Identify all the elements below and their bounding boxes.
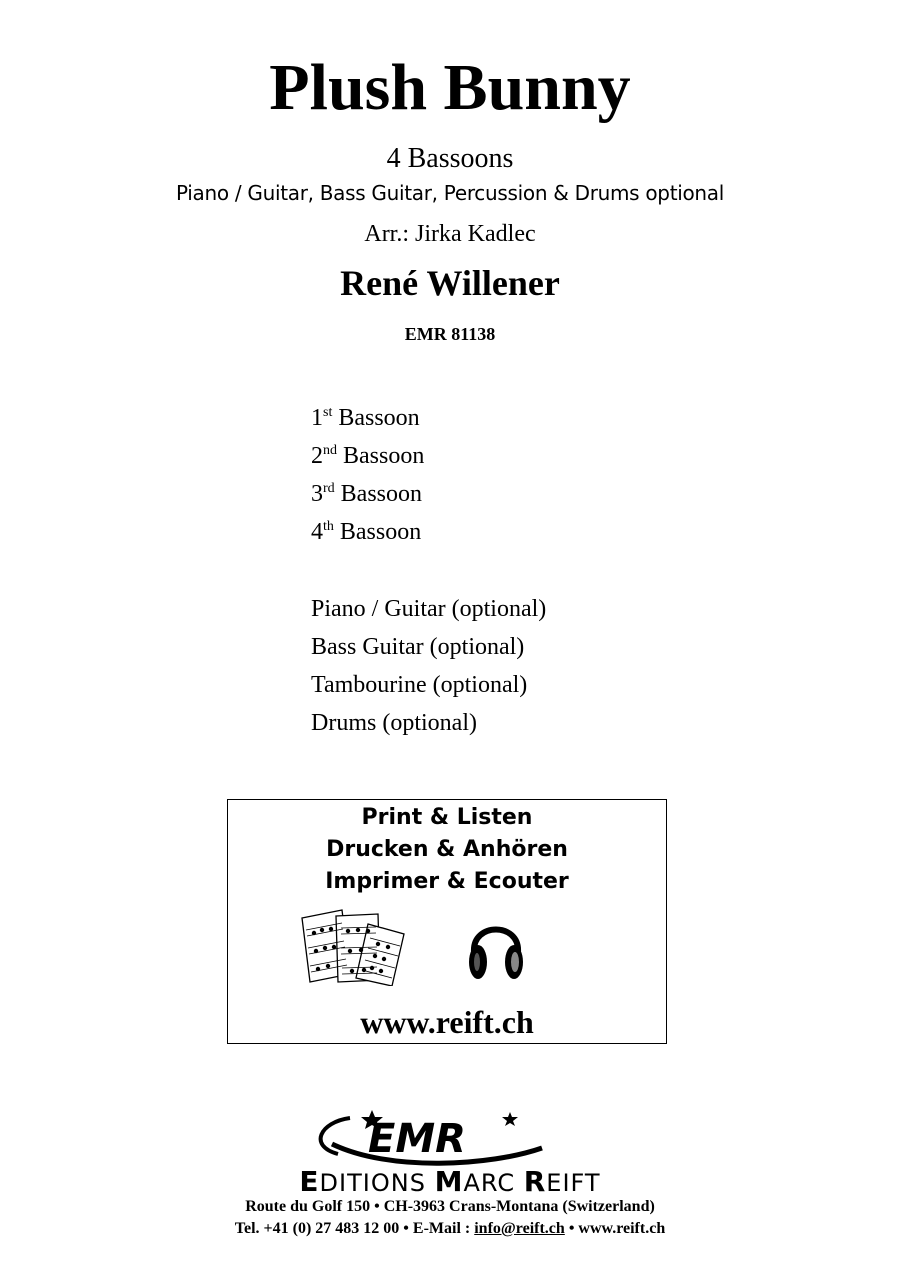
optional-part-item: Bass Guitar (optional) (311, 634, 525, 660)
arranger: Arr.: Jirka Kadlec (364, 221, 536, 247)
svg-text:EMR: EMR (368, 1116, 466, 1162)
optional-instruments-line: Piano / Guitar, Bass Guitar, Percussion & Drums optional (175, 181, 725, 205)
optional-part-item: Drums (optional) (311, 710, 477, 736)
title: Plush Bunny (269, 51, 631, 124)
publisher-contact: Tel. +41 (0) 27 483 12 00 • E-Mail : info@reift.ch • www.reift.ch (234, 1220, 666, 1237)
promo-line-french: Imprimer & Ecouter (325, 869, 569, 894)
parts-list-main (311, 399, 711, 551)
website-url[interactable]: www.reift.ch (360, 1004, 534, 1040)
publisher-logo-icon (310, 1108, 550, 1168)
part-item: 3rd Bassoon (311, 481, 423, 507)
print-listen-box (227, 799, 667, 1044)
part-item: 2nd Bassoon (311, 443, 425, 469)
parts-list-optional (311, 590, 711, 742)
part-item: 1st Bassoon (311, 405, 420, 431)
optional-part-item: Tambourine (optional) (311, 672, 528, 698)
sheet-music-icon (298, 908, 410, 986)
publisher-address: Route du Golf 150 • CH-3963 Crans-Montana (Switzerland) (245, 1198, 655, 1215)
catalog-number: EMR 81138 (404, 324, 496, 344)
subtitle: 4 Bassoons (386, 143, 514, 174)
part-item: 4th Bassoon (311, 519, 422, 545)
publisher-name: EDITIONS MARC REIFT (299, 1165, 601, 1198)
headphones-icon (466, 910, 526, 986)
promo-line-english: Print & Listen (361, 805, 533, 830)
optional-part-item: Piano / Guitar (optional) (311, 596, 547, 622)
promo-line-german: Drucken & Anhören (326, 837, 568, 862)
email-link[interactable]: info@reift.ch (474, 1220, 565, 1237)
composer: René Willener (340, 263, 560, 303)
